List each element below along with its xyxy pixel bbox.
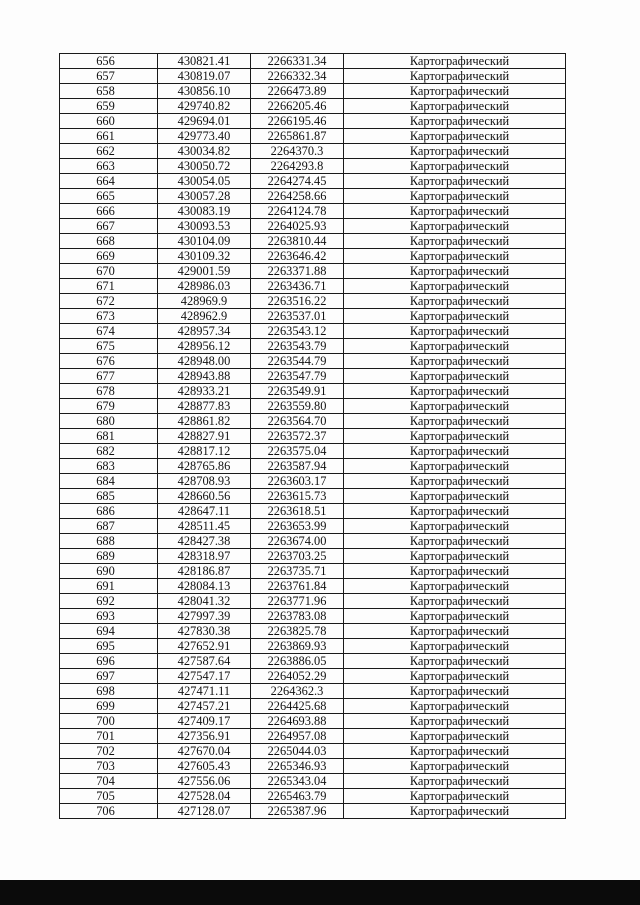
point-number-cell: 697 (60, 669, 158, 684)
method-cell: Картографический (344, 324, 566, 339)
table-row (60, 384, 566, 399)
point-number-cell: 695 (60, 639, 158, 654)
method-cell: Картографический (344, 519, 566, 534)
y-coordinate-cell: 2264425.68 (251, 699, 344, 714)
table-row (60, 459, 566, 474)
y-coordinate-cell: 2266332.34 (251, 69, 344, 84)
table-row (60, 759, 566, 774)
table-row (60, 354, 566, 369)
point-number-cell: 687 (60, 519, 158, 534)
x-coordinate-cell: 428427.38 (158, 534, 251, 549)
table-row (60, 414, 566, 429)
x-coordinate-cell: 428647.11 (158, 504, 251, 519)
point-number-cell: 702 (60, 744, 158, 759)
x-coordinate-cell: 428660.56 (158, 489, 251, 504)
method-cell: Картографический (344, 159, 566, 174)
table-row (60, 189, 566, 204)
x-coordinate-cell: 427652.91 (158, 639, 251, 654)
y-coordinate-cell: 2263646.42 (251, 249, 344, 264)
point-number-cell: 665 (60, 189, 158, 204)
point-number-cell: 700 (60, 714, 158, 729)
table-row (60, 429, 566, 444)
y-coordinate-cell: 2263615.73 (251, 489, 344, 504)
point-number-cell: 661 (60, 129, 158, 144)
point-number-cell: 670 (60, 264, 158, 279)
table-row (60, 144, 566, 159)
point-number-cell: 681 (60, 429, 158, 444)
x-coordinate-cell: 427457.21 (158, 699, 251, 714)
y-coordinate-cell: 2263603.17 (251, 474, 344, 489)
x-coordinate-cell: 428827.91 (158, 429, 251, 444)
y-coordinate-cell: 2263783.08 (251, 609, 344, 624)
y-coordinate-cell: 2265044.03 (251, 744, 344, 759)
x-coordinate-cell: 427997.39 (158, 609, 251, 624)
table-row (60, 444, 566, 459)
table-row (60, 504, 566, 519)
table-row (60, 489, 566, 504)
point-number-cell: 691 (60, 579, 158, 594)
y-coordinate-cell: 2263559.80 (251, 399, 344, 414)
y-coordinate-cell: 2263735.71 (251, 564, 344, 579)
point-number-cell: 680 (60, 414, 158, 429)
method-cell: Картографический (344, 699, 566, 714)
x-coordinate-cell: 428877.83 (158, 399, 251, 414)
method-cell: Картографический (344, 204, 566, 219)
point-number-cell: 656 (60, 54, 158, 69)
table-row (60, 99, 566, 114)
table-row (60, 84, 566, 99)
y-coordinate-cell: 2265387.96 (251, 804, 344, 819)
table-row (60, 549, 566, 564)
method-cell: Картографический (344, 414, 566, 429)
method-cell: Картографический (344, 144, 566, 159)
method-cell: Картографический (344, 759, 566, 774)
table-row (60, 519, 566, 534)
point-number-cell: 684 (60, 474, 158, 489)
point-number-cell: 689 (60, 549, 158, 564)
y-coordinate-cell: 2264693.88 (251, 714, 344, 729)
y-coordinate-cell: 2265463.79 (251, 789, 344, 804)
y-coordinate-cell: 2264957.08 (251, 729, 344, 744)
point-number-cell: 683 (60, 459, 158, 474)
y-coordinate-cell: 2263547.79 (251, 369, 344, 384)
method-cell: Картографический (344, 369, 566, 384)
point-number-cell: 672 (60, 294, 158, 309)
y-coordinate-cell: 2263371.88 (251, 264, 344, 279)
x-coordinate-cell: 430034.82 (158, 144, 251, 159)
method-cell: Картографический (344, 339, 566, 354)
x-coordinate-cell: 428041.32 (158, 594, 251, 609)
table-row (60, 69, 566, 84)
method-cell: Картографический (344, 399, 566, 414)
point-number-cell: 698 (60, 684, 158, 699)
point-number-cell: 696 (60, 654, 158, 669)
method-cell: Картографический (344, 474, 566, 489)
table-row (60, 129, 566, 144)
y-coordinate-cell: 2263618.51 (251, 504, 344, 519)
method-cell: Картографический (344, 729, 566, 744)
table-row (60, 174, 566, 189)
y-coordinate-cell: 2263436.71 (251, 279, 344, 294)
point-number-cell: 674 (60, 324, 158, 339)
x-coordinate-cell: 430109.32 (158, 249, 251, 264)
table-row (60, 594, 566, 609)
x-coordinate-cell: 430093.53 (158, 219, 251, 234)
x-coordinate-cell: 427830.38 (158, 624, 251, 639)
table-row (60, 234, 566, 249)
x-coordinate-cell: 428956.12 (158, 339, 251, 354)
y-coordinate-cell: 2263572.37 (251, 429, 344, 444)
x-coordinate-cell: 427556.06 (158, 774, 251, 789)
table-row (60, 399, 566, 414)
x-coordinate-cell: 428084.13 (158, 579, 251, 594)
method-cell: Картографический (344, 174, 566, 189)
y-coordinate-cell: 2263886.05 (251, 654, 344, 669)
method-cell: Картографический (344, 189, 566, 204)
table-row (60, 309, 566, 324)
method-cell: Картографический (344, 354, 566, 369)
x-coordinate-cell: 429694.01 (158, 114, 251, 129)
point-number-cell: 705 (60, 789, 158, 804)
method-cell: Картографический (344, 429, 566, 444)
y-coordinate-cell: 2264124.78 (251, 204, 344, 219)
table-row (60, 369, 566, 384)
point-number-cell: 660 (60, 114, 158, 129)
table-row (60, 564, 566, 579)
table-row (60, 654, 566, 669)
x-coordinate-cell: 427587.64 (158, 654, 251, 669)
point-number-cell: 668 (60, 234, 158, 249)
point-number-cell: 679 (60, 399, 158, 414)
point-number-cell: 701 (60, 729, 158, 744)
method-cell: Картографический (344, 564, 566, 579)
x-coordinate-cell: 427128.07 (158, 804, 251, 819)
point-number-cell: 703 (60, 759, 158, 774)
method-cell: Картографический (344, 234, 566, 249)
method-cell: Картографический (344, 294, 566, 309)
point-number-cell: 667 (60, 219, 158, 234)
method-cell: Картографический (344, 459, 566, 474)
x-coordinate-cell: 430083.19 (158, 204, 251, 219)
point-number-cell: 694 (60, 624, 158, 639)
point-number-cell: 666 (60, 204, 158, 219)
method-cell: Картографический (344, 714, 566, 729)
method-cell: Картографический (344, 99, 566, 114)
x-coordinate-cell: 430054.05 (158, 174, 251, 189)
x-coordinate-cell: 428861.82 (158, 414, 251, 429)
y-coordinate-cell: 2263549.91 (251, 384, 344, 399)
method-cell: Картографический (344, 624, 566, 639)
method-cell: Картографический (344, 444, 566, 459)
y-coordinate-cell: 2264362.3 (251, 684, 344, 699)
table-row (60, 699, 566, 714)
table-row (60, 714, 566, 729)
method-cell: Картографический (344, 489, 566, 504)
y-coordinate-cell: 2263761.84 (251, 579, 344, 594)
table-row (60, 474, 566, 489)
method-cell: Картографический (344, 309, 566, 324)
method-cell: Картографический (344, 804, 566, 819)
method-cell: Картографический (344, 594, 566, 609)
table-row (60, 294, 566, 309)
table-row (60, 684, 566, 699)
method-cell: Картографический (344, 639, 566, 654)
method-cell: Картографический (344, 504, 566, 519)
method-cell: Картографический (344, 654, 566, 669)
method-cell: Картографический (344, 384, 566, 399)
table-row (60, 204, 566, 219)
y-coordinate-cell: 2263537.01 (251, 309, 344, 324)
table-row (60, 774, 566, 789)
table-row (60, 729, 566, 744)
x-coordinate-cell: 427409.17 (158, 714, 251, 729)
table-row (60, 534, 566, 549)
table-row (60, 609, 566, 624)
method-cell: Картографический (344, 264, 566, 279)
point-number-cell: 692 (60, 594, 158, 609)
point-number-cell: 704 (60, 774, 158, 789)
x-coordinate-cell: 428186.87 (158, 564, 251, 579)
x-coordinate-cell: 428957.34 (158, 324, 251, 339)
point-number-cell: 682 (60, 444, 158, 459)
y-coordinate-cell: 2264052.29 (251, 669, 344, 684)
x-coordinate-cell: 428511.45 (158, 519, 251, 534)
method-cell: Картографический (344, 684, 566, 699)
table-row (60, 264, 566, 279)
point-number-cell: 677 (60, 369, 158, 384)
table-row (60, 159, 566, 174)
y-coordinate-cell: 2266331.34 (251, 54, 344, 69)
point-number-cell: 669 (60, 249, 158, 264)
y-coordinate-cell: 2265861.87 (251, 129, 344, 144)
x-coordinate-cell: 427471.11 (158, 684, 251, 699)
x-coordinate-cell: 427356.91 (158, 729, 251, 744)
x-coordinate-cell: 428969.9 (158, 294, 251, 309)
table-row (60, 804, 566, 819)
scan-bottom-edge (0, 880, 640, 905)
y-coordinate-cell: 2263771.96 (251, 594, 344, 609)
coordinates-table-body (60, 54, 566, 819)
method-cell: Картографический (344, 789, 566, 804)
table-row (60, 114, 566, 129)
point-number-cell: 673 (60, 309, 158, 324)
y-coordinate-cell: 2264274.45 (251, 174, 344, 189)
x-coordinate-cell: 430104.09 (158, 234, 251, 249)
x-coordinate-cell: 428817.12 (158, 444, 251, 459)
y-coordinate-cell: 2263543.12 (251, 324, 344, 339)
y-coordinate-cell: 2264025.93 (251, 219, 344, 234)
table-row (60, 789, 566, 804)
table-row (60, 249, 566, 264)
point-number-cell: 706 (60, 804, 158, 819)
y-coordinate-cell: 2263653.99 (251, 519, 344, 534)
x-coordinate-cell: 430856.10 (158, 84, 251, 99)
y-coordinate-cell: 2263810.44 (251, 234, 344, 249)
y-coordinate-cell: 2266473.89 (251, 84, 344, 99)
x-coordinate-cell: 428708.93 (158, 474, 251, 489)
y-coordinate-cell: 2264258.66 (251, 189, 344, 204)
x-coordinate-cell: 428962.9 (158, 309, 251, 324)
point-number-cell: 685 (60, 489, 158, 504)
table-row (60, 579, 566, 594)
method-cell: Картографический (344, 609, 566, 624)
point-number-cell: 658 (60, 84, 158, 99)
y-coordinate-cell: 2263544.79 (251, 354, 344, 369)
method-cell: Картографический (344, 54, 566, 69)
x-coordinate-cell: 429001.59 (158, 264, 251, 279)
y-coordinate-cell: 2265346.93 (251, 759, 344, 774)
point-number-cell: 676 (60, 354, 158, 369)
x-coordinate-cell: 427605.43 (158, 759, 251, 774)
x-coordinate-cell: 430821.41 (158, 54, 251, 69)
point-number-cell: 662 (60, 144, 158, 159)
y-coordinate-cell: 2263587.94 (251, 459, 344, 474)
method-cell: Картографический (344, 279, 566, 294)
method-cell: Картографический (344, 774, 566, 789)
point-number-cell: 671 (60, 279, 158, 294)
x-coordinate-cell: 428943.88 (158, 369, 251, 384)
method-cell: Картографический (344, 744, 566, 759)
y-coordinate-cell: 2263516.22 (251, 294, 344, 309)
point-number-cell: 699 (60, 699, 158, 714)
x-coordinate-cell: 427547.17 (158, 669, 251, 684)
method-cell: Картографический (344, 84, 566, 99)
x-coordinate-cell: 428765.86 (158, 459, 251, 474)
table-row (60, 54, 566, 69)
point-number-cell: 657 (60, 69, 158, 84)
x-coordinate-cell: 429773.40 (158, 129, 251, 144)
x-coordinate-cell: 428948.00 (158, 354, 251, 369)
point-number-cell: 678 (60, 384, 158, 399)
method-cell: Картографический (344, 534, 566, 549)
table-row (60, 639, 566, 654)
point-number-cell: 659 (60, 99, 158, 114)
y-coordinate-cell: 2264293.8 (251, 159, 344, 174)
x-coordinate-cell: 430050.72 (158, 159, 251, 174)
point-number-cell: 688 (60, 534, 158, 549)
table-row (60, 744, 566, 759)
y-coordinate-cell: 2263703.25 (251, 549, 344, 564)
x-coordinate-cell: 429740.82 (158, 99, 251, 114)
y-coordinate-cell: 2265343.04 (251, 774, 344, 789)
x-coordinate-cell: 430057.28 (158, 189, 251, 204)
coordinates-table (59, 53, 566, 819)
point-number-cell: 675 (60, 339, 158, 354)
method-cell: Картографический (344, 669, 566, 684)
table-row (60, 324, 566, 339)
y-coordinate-cell: 2264370.3 (251, 144, 344, 159)
y-coordinate-cell: 2266205.46 (251, 99, 344, 114)
y-coordinate-cell: 2263564.70 (251, 414, 344, 429)
y-coordinate-cell: 2266195.46 (251, 114, 344, 129)
y-coordinate-cell: 2263674.00 (251, 534, 344, 549)
table-row (60, 279, 566, 294)
point-number-cell: 663 (60, 159, 158, 174)
method-cell: Картографический (344, 114, 566, 129)
y-coordinate-cell: 2263825.78 (251, 624, 344, 639)
y-coordinate-cell: 2263869.93 (251, 639, 344, 654)
table-row (60, 669, 566, 684)
table-row (60, 219, 566, 234)
table-row (60, 624, 566, 639)
x-coordinate-cell: 427670.04 (158, 744, 251, 759)
method-cell: Картографический (344, 129, 566, 144)
x-coordinate-cell: 428986.03 (158, 279, 251, 294)
method-cell: Картографический (344, 249, 566, 264)
x-coordinate-cell: 430819.07 (158, 69, 251, 84)
y-coordinate-cell: 2263575.04 (251, 444, 344, 459)
table-row (60, 339, 566, 354)
point-number-cell: 664 (60, 174, 158, 189)
x-coordinate-cell: 428318.97 (158, 549, 251, 564)
x-coordinate-cell: 428933.21 (158, 384, 251, 399)
method-cell: Картографический (344, 579, 566, 594)
point-number-cell: 690 (60, 564, 158, 579)
method-cell: Картографический (344, 219, 566, 234)
method-cell: Картографический (344, 549, 566, 564)
method-cell: Картографический (344, 69, 566, 84)
point-number-cell: 686 (60, 504, 158, 519)
x-coordinate-cell: 427528.04 (158, 789, 251, 804)
point-number-cell: 693 (60, 609, 158, 624)
y-coordinate-cell: 2263543.79 (251, 339, 344, 354)
